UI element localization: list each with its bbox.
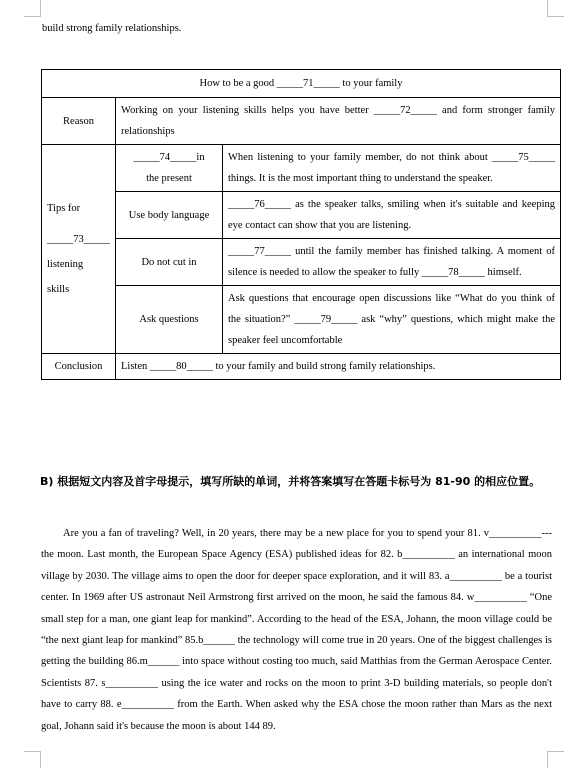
section-b-heading: B) 根据短文内容及首字母提示，填写所缺的单词，并将答案填写在答题卡标号为 81-90 的相应位置。 bbox=[40, 475, 541, 488]
tip-detail: _____76_____ as the speaker talks, smiling when it's suitable and keeping eye contact can show that you are listening. bbox=[223, 192, 561, 239]
tip-name: Do not cut in bbox=[116, 239, 223, 286]
reason-row bbox=[42, 98, 561, 145]
table-row bbox=[42, 145, 561, 192]
tips-label bbox=[42, 145, 116, 354]
page-corner-bottom-right bbox=[547, 751, 564, 768]
conclusion-text: Listen _____80_____ to your family and build strong family relationships. bbox=[116, 354, 561, 380]
tips-label-blank: _____73_____ bbox=[47, 234, 110, 245]
tip-name bbox=[116, 145, 223, 192]
table-title: How to be a good _____71_____ to your family bbox=[42, 70, 561, 98]
conclusion-row bbox=[42, 354, 561, 380]
table-row bbox=[42, 192, 561, 239]
reason-text: Working on your listening skills helps you have better _____72_____ and form stronger family relationships bbox=[116, 98, 561, 145]
table-row bbox=[42, 286, 561, 354]
listening-tips-table bbox=[41, 69, 561, 380]
tip-detail: Ask questions that encourage open discussions like “What do you think of the situation?” _____79_____ ask “why” questions, which might make the speaker feel uncomfortable bbox=[223, 286, 561, 354]
tips-label-line: skills bbox=[47, 284, 70, 295]
page-corner-top-left bbox=[24, 0, 41, 17]
page-corner-top-right bbox=[547, 0, 564, 17]
tip-name: Use body language bbox=[116, 192, 223, 239]
conclusion-label: Conclusion bbox=[42, 354, 116, 380]
reading-passage bbox=[41, 523, 552, 737]
tip-detail: _____77_____ until the family member has finished talking. A moment of silence is needed to allow the speaker to fully _____78_____ himself. bbox=[223, 239, 561, 286]
tips-label-line: listening bbox=[47, 259, 84, 270]
tip-detail: When listening to your family member, do not think about _____75_____ things. It is the most important thing to understand the speaker. bbox=[223, 145, 561, 192]
tips-label-line: Tips for bbox=[47, 203, 81, 214]
page-corner-bottom-left bbox=[24, 751, 41, 768]
reason-label: Reason bbox=[42, 98, 116, 145]
tip-name: Ask questions bbox=[116, 286, 223, 354]
table-row bbox=[42, 239, 561, 286]
table-title-row bbox=[42, 70, 561, 98]
tip-name-line: _____74_____in bbox=[133, 152, 205, 163]
continued-text: build strong family relationships. bbox=[42, 23, 182, 34]
passage-text: Are you a fan of traveling? Well, in 20 years, there may be a new place for you to spend your 81. v__________---the moon. Last month, the European Space Agency (ESA) published ideas for 82. b__________ an international moon village by 2030. The village aims to open the door for deeper space exploration, and it will 83. a__________ be a tourist center. In 1969 after US astronaut Neil Armstrong first arrived on the moon, he said the famous 84. w__________ “One small step for a man, one giant leap for mankind”. According to the head of the ESA, Johann, the moon village could be “the next giant leap for mankind” 85.b______ the technology will come true in 20 years. One of the biggest challenges is getting the building 86.m______ into space without costing too much, said Matthias from the German Aerospace Center. Scientists 87. s__________ using the ice water and rocks on the moon to print 3-D building materials, so people don't have to carry 88. e__________ from the Earth. When asked why the ESA chose the moon rather than Mars as the next goal, Johann said it's because the moon is about 144 89. bbox=[41, 528, 552, 732]
tip-name-line: the present bbox=[146, 173, 192, 184]
